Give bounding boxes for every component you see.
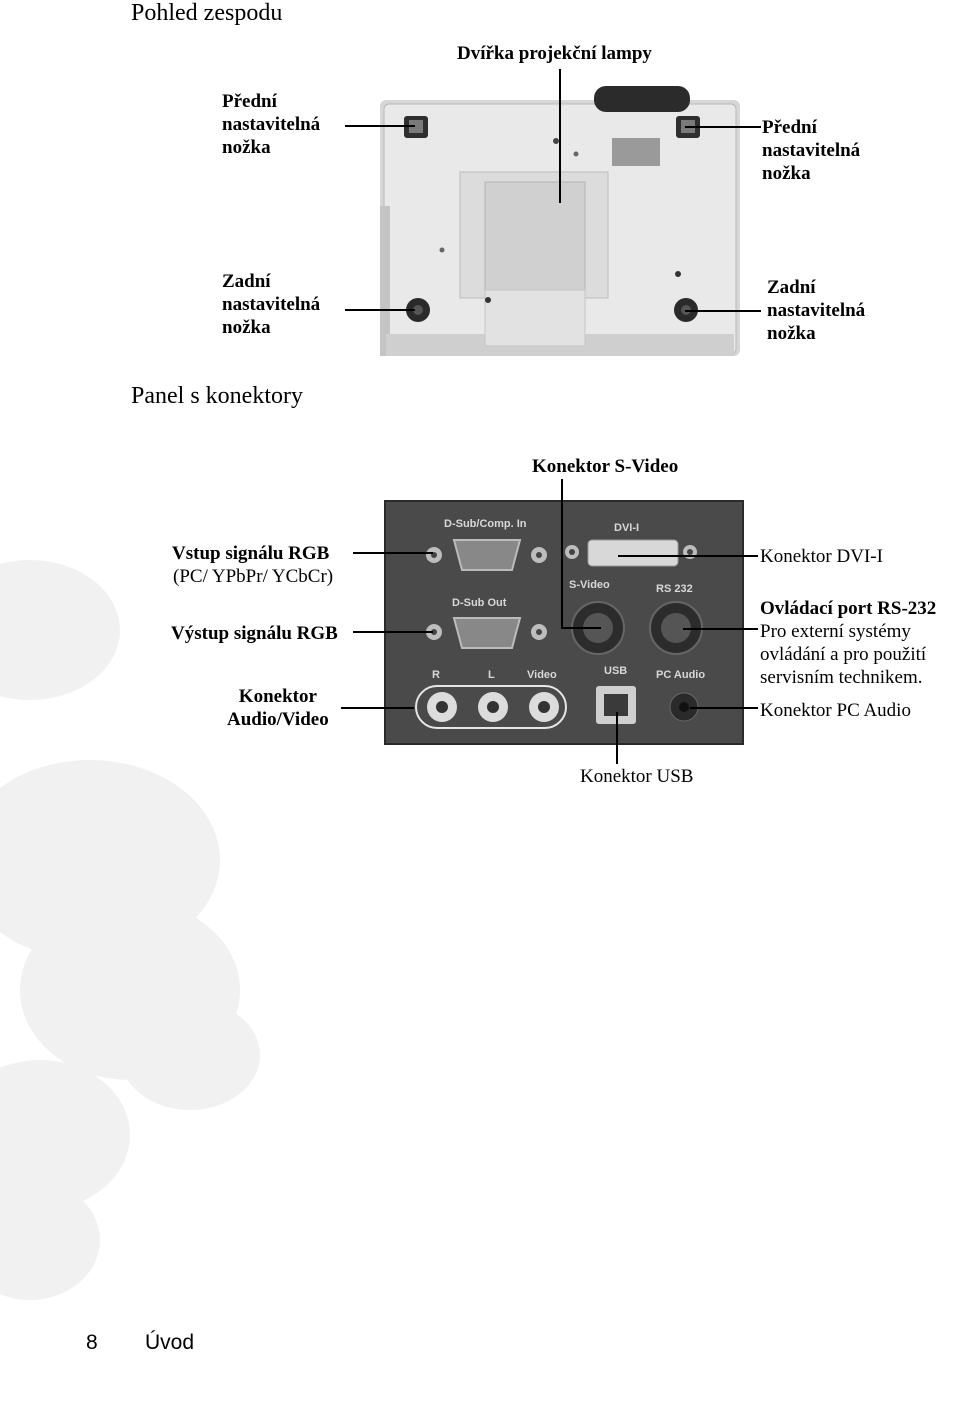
rear-foot-left-leader xyxy=(345,309,415,311)
rs232-title: Ovládací port RS-232 xyxy=(760,598,937,619)
rear-foot-right-label: Zadní nastavitelná nožka xyxy=(767,277,866,344)
svideo-leader-horizontal xyxy=(561,627,601,629)
panel-video-text: Video xyxy=(527,669,557,681)
rs232-leader xyxy=(683,628,758,630)
rear-foot-right-leader xyxy=(685,310,761,312)
pc-audio-leader xyxy=(690,707,758,709)
usb-label: Konektor USB xyxy=(580,766,694,787)
rgb-out-label: Výstup signálu RGB xyxy=(171,623,338,644)
footer-section: Úvod xyxy=(145,1331,195,1354)
lamp-door-leader xyxy=(559,69,561,203)
panel-dsub-in-text: D-Sub/Comp. In xyxy=(444,518,527,530)
rear-foot-left-label: Zadní nastavitelná nožka xyxy=(222,271,321,338)
dvi-label: Konektor DVI-I xyxy=(760,546,883,567)
front-foot-right-leader xyxy=(685,126,761,128)
panel-svideo-text: S-Video xyxy=(569,579,610,591)
bottom-view-title: Pohled zespodu xyxy=(131,0,283,26)
panel-rs232-text: RS 232 xyxy=(656,583,693,595)
audio-video-label: Konektor Audio/Video xyxy=(227,686,329,730)
svideo-leader-vertical xyxy=(561,479,563,629)
svideo-label: Konektor S-Video xyxy=(532,456,679,477)
panel-dvi-text: DVI-I xyxy=(614,522,640,534)
panel-dsub-out-text: D-Sub Out xyxy=(452,597,507,609)
rgb-in-label: Vstup signálu RGB (PC/ YPbPr/ YCbCr) xyxy=(172,543,334,587)
panel-r-text: R xyxy=(432,669,440,681)
pc-audio-label: Konektor PC Audio xyxy=(760,700,911,721)
lamp-door-label: Dvířka projekční lampy xyxy=(457,43,652,64)
dvi-leader xyxy=(618,555,758,557)
rs232-label: Ovládací port RS-232 Pro externí systémy ovládání a pro použití servisním technikem. xyxy=(760,598,937,688)
panel-pc-audio-text: PC Audio xyxy=(656,669,706,681)
front-foot-left-leader xyxy=(345,125,415,127)
panel-l-text: L xyxy=(488,669,495,681)
page-number: 8 xyxy=(86,1331,98,1354)
front-foot-left-label: Přední nastavitelná nožka xyxy=(222,91,321,158)
panel-usb-text: USB xyxy=(604,665,628,677)
usb-leader xyxy=(616,712,618,764)
front-foot-right-label: Přední nastavitelná nožka xyxy=(762,117,861,184)
rgb-in-leader xyxy=(353,552,433,554)
connector-panel-title: Panel s konektory xyxy=(131,383,303,409)
audio-video-leader xyxy=(341,707,414,709)
rgb-out-leader xyxy=(353,631,433,633)
